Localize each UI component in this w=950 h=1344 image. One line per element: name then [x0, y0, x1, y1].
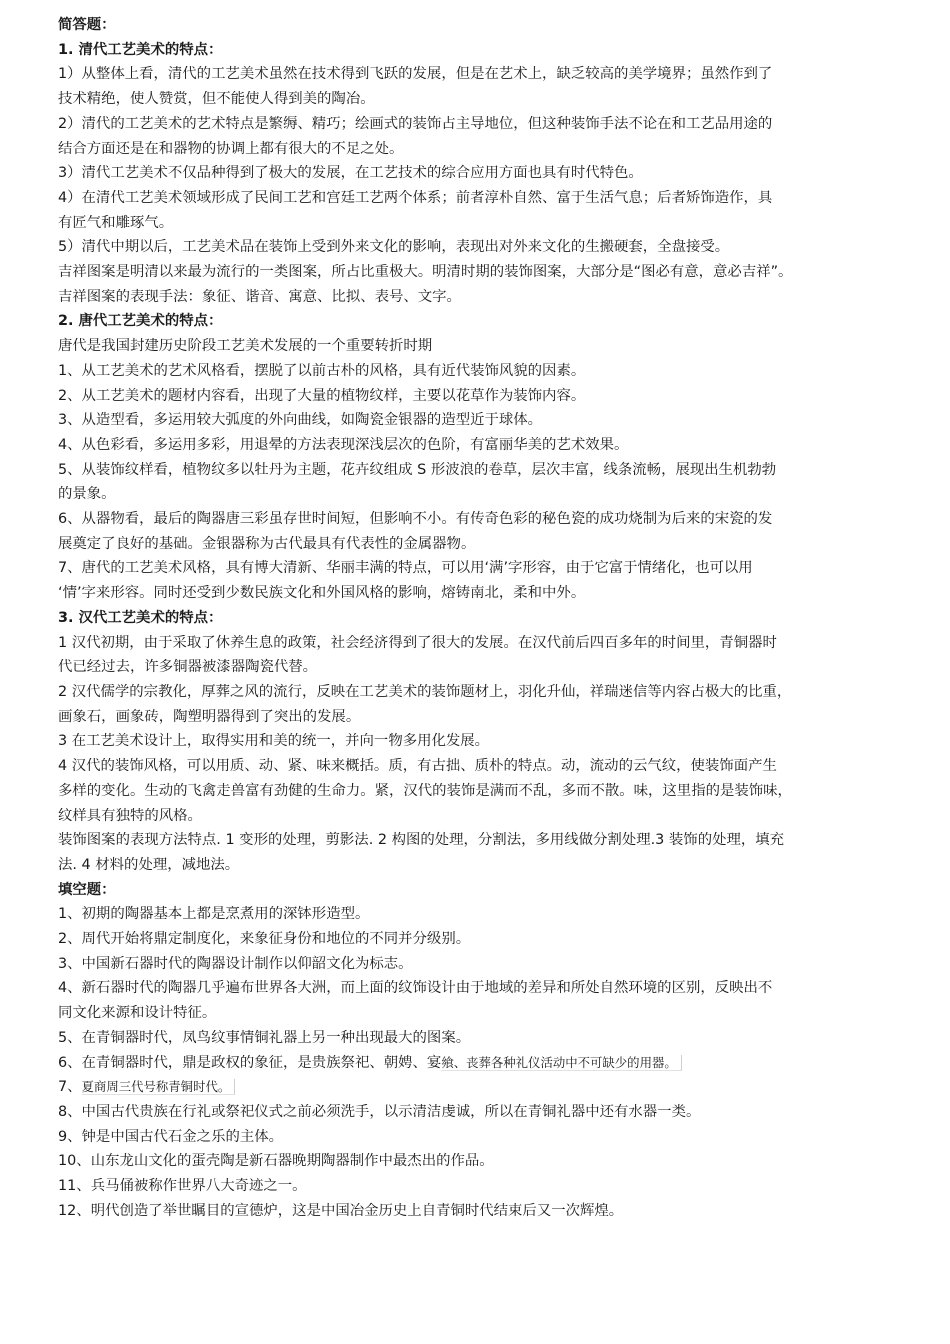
text-line: 的景象。 [58, 486, 116, 503]
text-line: 吉祥图案是明清以来最为流行的一类图案，所占比重极大。明清时期的装饰图案，大部分是“图必有意，意必吉祥”。 [58, 264, 793, 281]
text-line: 唐代是我国封建历史阶段工艺美术发展的一个重要转折时期 [58, 338, 433, 355]
text-line: 法. 4 材料的处理，减地法。 [58, 856, 240, 873]
text-line: 2 汉代儒学的宗教化，厚葬之风的流行，反映在工艺美术的装饰题材上，羽化升仙，祥瑞迷信等内容占极大的比重， [58, 683, 792, 700]
section-heading-short-answer: 简答题： [58, 17, 116, 33]
section-heading-fill-blank: 填空题： [58, 881, 116, 898]
document-page [58, 13, 898, 1223]
text-line: 4）在清代工艺美术领域形成了民间工艺和宫廷工艺两个体系；前者淳朴自然、富于生活气息；后者矫饰造作，具 [58, 189, 773, 206]
text-line: ‘情’字来形容。同时还受到少数民族文化和外国风格的影响，熔铸南北，柔和中外。 [58, 585, 586, 602]
text-line: 5、从装饰纹样看，植物纹多以牡丹为主题，花卉纹组成 S 形波浪的卷草，层次丰富，线条流畅，展现出生机勃勃 [58, 461, 777, 478]
text-line: 装饰图案的表现方法特点. 1 变形的处理，剪影法. 2 构图的处理，分割法，多用线做分割处理.3 装饰的处理，填充 [58, 832, 785, 849]
text-line: 8、中国古代贵族在行礼或祭祀仪式之前必须洗手，以示清洁虔诚，所以在青铜礼器中还有水器一类。 [58, 1103, 701, 1120]
text-line: 4、新石器时代的陶器几乎遍布世界各大洲，而上面的纹饰设计由于地域的差异和所处自然环境的区别，反映出不 [58, 980, 773, 997]
text-line: 1、从工艺美术的艺术风格看，摆脱了以前古朴的风格，具有近代装饰风貌的因素。 [58, 362, 586, 379]
text-line: 结合方面还是在和器物的协调上都有很大的不足之处。 [58, 140, 404, 157]
line7-small-text: 夏商周三代号称青铜时代。 [82, 1079, 236, 1095]
text-line: 4 汉代的装饰风格，可以用质、动、紧、味来概括。质，有古拙、质朴的特点。动，流动的云气纹，使装饰面产生 [58, 758, 777, 775]
question-title-qing: 1. 清代工艺美术的特点： [58, 41, 223, 58]
text-line: 5）清代中期以后，工艺美术品在装饰上受到外来文化的影响，表现出对外来文化的生搬硬套，全盘接受。 [58, 239, 730, 256]
text-line: 6、从器物看，最后的陶器唐三彩虽存世时间短，但影响不小。有传奇色彩的秘色瓷的成功烧制为后来的宋瓷的发 [58, 511, 773, 528]
text-line: 3）清代工艺美术不仅品种得到了极大的发展，在工艺技术的综合应用方面也具有时代特色。 [58, 165, 643, 182]
text-line: 画象石，画象砖，陶塑明器得到了突出的发展。 [58, 708, 361, 725]
text-line: 吉祥图案的表现手法：象征、谐音、寓意、比拟、表号、文字。 [58, 288, 461, 305]
text-line: 3、中国新石器时代的陶器设计制作以仰韶文化为标志。 [58, 955, 413, 972]
text-line: 同文化来源和设计特征。 [58, 1005, 217, 1022]
text-line: 展奠定了良好的基础。金银器称为古代最具有代表性的金属器物。 [58, 535, 476, 552]
text-line: 2）清代的工艺美术的艺术特点是繁缛、精巧；绘画式的装饰占主导地位，但这种装饰手法不论在和工艺品用途的 [58, 115, 773, 132]
text-line: 11、兵马俑被称作世界八大奇迹之一。 [58, 1178, 307, 1195]
text-line: 技术精绝，使人赞赏，但不能使人得到美的陶冶。 [58, 91, 375, 108]
question-title-tang: 2. 唐代工艺美术的特点： [58, 313, 223, 330]
text-line: 2、从工艺美术的题材内容看，出现了大量的植物纹样，主要以花草作为装饰内容。 [58, 387, 586, 404]
text-line: 2、周代开始将鼎定制度化，来象征身份和地位的不同并分级别。 [58, 931, 471, 948]
question-title-han: 3. 汉代工艺美术的特点： [58, 609, 223, 626]
text-line: 12、明代创造了举世瞩目的宣德炉，这是中国冶金历史上自青铜时代结束后又一次辉煌。 [58, 1202, 624, 1219]
text-line: 代已经过去，许多铜器被漆器陶瓷代替。 [58, 659, 318, 676]
text-line: 1 汉代初期，由于采取了休养生息的政策，社会经济得到了很大的发展。在汉代前后四百多年的时间里，青铜器时 [58, 634, 777, 651]
line7-number: 7、 [58, 1079, 82, 1096]
line6-small-text: 飨、丧葬各种礼仪活动中不可缺少的用器。 [441, 1055, 681, 1071]
text-line: 有匠气和雕琢气。 [58, 214, 174, 231]
text-line: 5、在青铜器时代，凤鸟纹事情铜礼器上另一种出现最大的图案。 [58, 1029, 471, 1046]
text-line: 多样的变化。生动的飞禽走兽富有劲健的生命力。紧，汉代的装饰是满而不乱，多而不散。味，这里指的是装饰味， [58, 782, 792, 799]
text-line: 9、钟是中国古代石金之乐的主体。 [58, 1128, 284, 1145]
line6-main-text: 6、在青铜器时代，鼎是政权的象征，是贵族祭祀、朝娉、宴 [58, 1054, 442, 1071]
text-line: 3、从造型看，多运用较大弧度的外向曲线，如陶瓷金银器的造型近于球体。 [58, 412, 543, 429]
text-line: 7、唐代的工艺美术风格，具有博大清新、华丽丰满的特点，可以用‘满’字形容，由于它富于情绪化，也可以用 [58, 560, 753, 577]
text-line: 纹样具有独特的风格。 [58, 807, 202, 824]
text-line: 1）从整体上看，清代的工艺美术虽然在技术得到飞跃的发展，但是在艺术上，缺乏较高的美学境界；虽然作到了 [58, 66, 773, 83]
text-line: 10、山东龙山文化的蛋壳陶是新石器晚期陶器制作中最杰出的作品。 [58, 1153, 494, 1170]
text-line: 3 在工艺美术设计上，取得实用和美的统一，并向一物多用化发展。 [58, 733, 490, 750]
text-line: 4、从色彩看，多运用多彩，用退晕的方法表现深浅层次的色阶，有富丽华美的艺术效果。 [58, 436, 629, 453]
text-line: 1、初期的陶器基本上都是烹煮用的深钵形造型。 [58, 906, 370, 923]
fill-blank-line-6 [58, 1051, 898, 1076]
fill-blank-line-7 [58, 1075, 898, 1100]
